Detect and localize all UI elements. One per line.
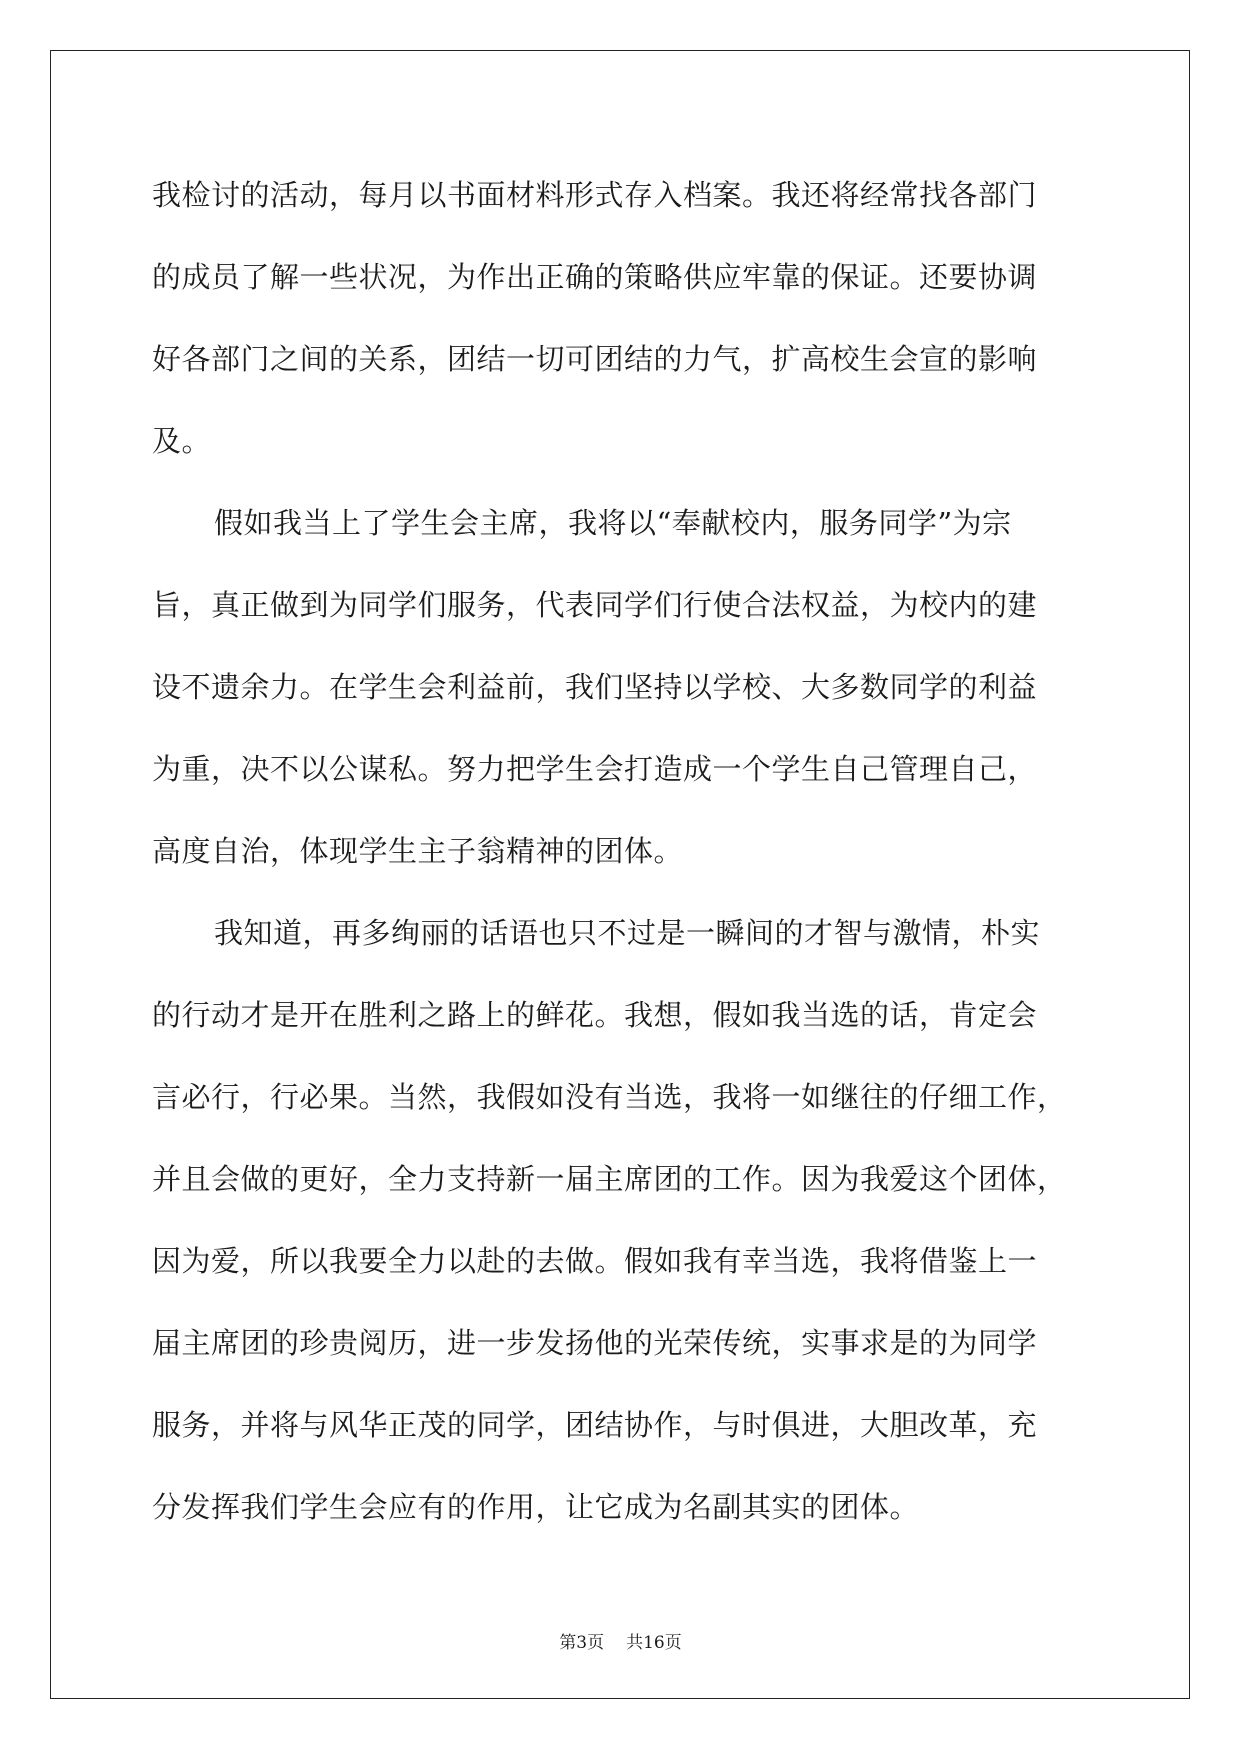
text-line: 及。 [152,424,212,458]
text-line: 言必行，行必果。当然，我假如没有当选，我将一如继往的仔细工作， [152,1080,1067,1114]
text-line: 我检讨的活动，每月以书面材料形式存入档案。我还将经常找各部门 [152,178,1038,212]
text-line: 假如我当上了学生会主席，我将以“奉献校内，服务同学”为宗 [214,506,1012,540]
text-line: 为重，决不以公谋私。努力把学生会打造成一个学生自己管理自己， [152,752,1038,786]
text-line: 好各部门之间的关系，团结一切可团结的力气，扩高校生会宣的影响 [152,342,1038,376]
text-line: 我知道，再多绚丽的话语也只不过是一瞬间的才智与激情，朴实 [214,916,1041,950]
document-body [152,154,1104,1548]
text-line: 的行动才是开在胜利之路上的鲜花。我想，假如我当选的话，肯定会 [152,998,1038,1032]
paragraph-2 [152,482,1104,892]
text-line: 因为爱，所以我要全力以赴的去做。假如我有幸当选，我将借鉴上一 [152,1244,1038,1278]
text-line: 服务，并将与风华正茂的同学，团结协作，与时俱进，大胆改革，充 [152,1408,1038,1442]
text-line: 并且会做的更好，全力支持新一届主席团的工作。因为我爱这个团体， [152,1162,1067,1196]
current-page-number: 第3页 [559,1633,605,1653]
text-line: 设不遗余力。在学生会利益前，我们坚持以学校、大多数同学的利益 [152,670,1038,704]
text-line: 分发挥我们学生会应有的作用，让它成为名副其实的团体。 [152,1490,920,1524]
text-line: 旨，真正做到为同学们服务，代表同学们行使合法权益，为校内的建 [152,588,1038,622]
page-footer [0,1628,1241,1653]
paragraph-1 [152,154,1104,482]
text-line: 的成员了解一些状况，为作出正确的策略供应牢靠的保证。还要协调 [152,260,1038,294]
text-line: 高度自治，体现学生主子翁精神的团体。 [152,834,684,868]
total-pages: 共16页 [626,1633,682,1653]
text-line: 届主席团的珍贵阅历，进一步发扬他的光荣传统，实事求是的为同学 [152,1326,1038,1360]
paragraph-3 [152,892,1104,1548]
